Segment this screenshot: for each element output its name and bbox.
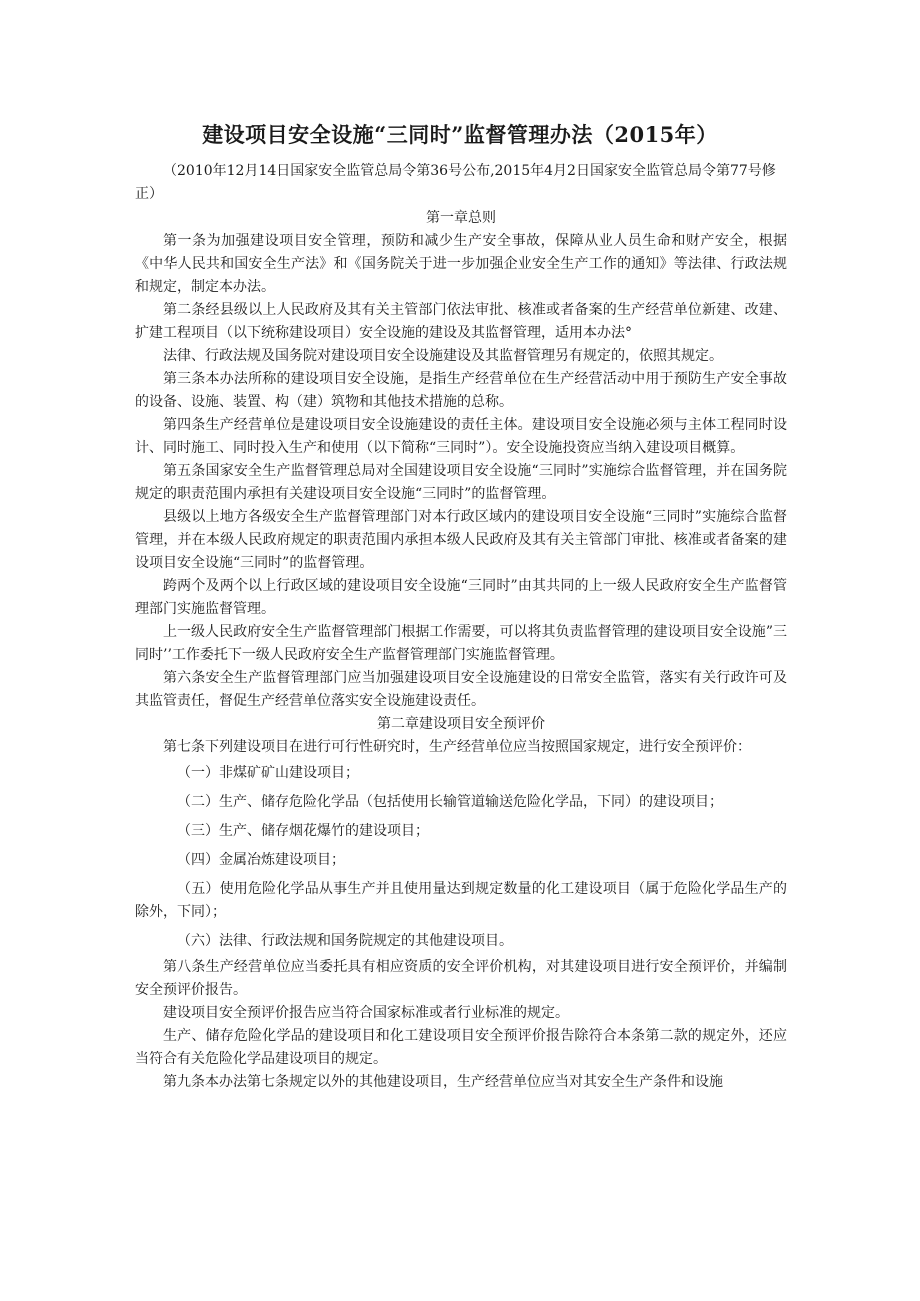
paragraph: 法律、行政法规及国务院对建设项目安全设施建设及其监督管理另有规定的，依照其规定。 <box>163 348 723 364</box>
paragraph: 第一条为加强建设项目安全管理，预防和减少生产安全事故，保障从业人员生命和财产安全，根据《中华人民共和国安全生产法》和《国务院关于进一步加强企业安全生产工作的通知》等法律、行政法规和规定，制定本办法。 <box>135 233 787 295</box>
paragraph: 建设项目安全预评价报告应当符合国家标准或者行业标准的规定。 <box>163 1005 569 1021</box>
paragraph: 第七条下列建设项目在进行可行性研究时，生产经营单位应当按照国家规定，进行安全预评价： <box>163 739 751 755</box>
list-item: （五）使用危险化学品从事生产并且使用量达到规定数量的化工建设项目（属于危险化学品生产的除外，下同）； <box>135 881 787 920</box>
paragraph: 生产、储存危险化学品的建设项目和化工建设项目安全预评价报告除符合本条第二款的规定外，还应当符合有关危险化学品建设项目的规定。 <box>135 1028 787 1067</box>
document-body <box>135 207 787 1094</box>
paragraph: 第九条本办法第七条规定以外的其他建设项目，生产经营单位应当对其安全生产条件和设施 <box>163 1074 723 1090</box>
document-title: 建设项目安全设施“三同时”监督管理办法（2015年） <box>202 122 718 147</box>
paragraph: 第八条生产经营单位应当委托具有相应资质的安全评价机构，对其建设项目进行安全预评价，并编制安全预评价报告。 <box>135 959 787 998</box>
list-item: （一）非煤矿矿山建设项目； <box>177 765 359 781</box>
chapter-heading: 第一章总则 <box>426 210 496 226</box>
list-item: （三）生产、储存烟花爆竹的建设项目； <box>177 823 429 839</box>
list-item: （四）金属冶炼建设项目； <box>177 852 345 868</box>
paragraph: 跨两个及两个以上行政区域的建设项目安全设施“三同时”由其共同的上一级人民政府安全生产监督管理部门实施监督管理。 <box>135 578 787 617</box>
paragraph: 县级以上地方各级安全生产监督管理部门对本行政区域内的建设项目安全设施“三同时”实施综合监督管理，并在本级人民政府规定的职责范围内承担本级人民政府及其有关主管部门审批、核准或者备案的建设项目安全设施“三同时”的监督管理。 <box>135 509 787 571</box>
paragraph: 第五条国家安全生产监督管理总局对全国建设项目安全设施“三同时”实施综合监督管理，并在国务院规定的职责范围内承担有关建设项目安全设施“三同时”的监督管理。 <box>135 463 787 502</box>
paragraph: 第三条本办法所称的建设项目安全设施，是指生产经营单位在生产经营活动中用于预防生产安全事故的设备、设施、装置、构（建）筑物和其他技术措施的总称。 <box>135 371 787 410</box>
document-subtitle: （2010年12月14日国家安全监管总局令第36号公布,2015年4月2日国家安全监管总局令第77号修正） <box>135 163 776 202</box>
list-item: （六）法律、行政法规和国务院规定的其他建设项目。 <box>177 933 513 949</box>
list-item: （二）生产、储存危险化学品（包括使用长输管道输送危险化学品，下同）的建设项目； <box>177 794 723 810</box>
paragraph: 第四条生产经营单位是建设项目安全设施建设的责任主体。建设项目安全设施必须与主体工程同时设计、同时施工、同时投入生产和使用（以下简称“三同时”）。安全设施投资应当纳入建设项目概算。 <box>135 417 787 456</box>
paragraph: 上一级人民政府安全生产监督管理部门根据工作需要，可以将其负责监督管理的建设项目安全设施”三同时’’工作委托下一级人民政府安全生产监督管理部门实施监督管理。 <box>135 624 787 663</box>
paragraph: 第二条经县级以上人民政府及其有关主管部门依法审批、核准或者备案的生产经营单位新建、改建、扩建工程项目（以下统称建设项目）安全设施的建设及其监督管理，适用本办法° <box>135 302 787 341</box>
paragraph: 第六条安全生产监督管理部门应当加强建设项目安全设施建设的日常安全监管，落实有关行政许可及其监管责任，督促生产经营单位落实安全设施建设责任。 <box>135 670 787 709</box>
chapter-heading: 第二章建设项目安全预评价 <box>377 716 545 732</box>
